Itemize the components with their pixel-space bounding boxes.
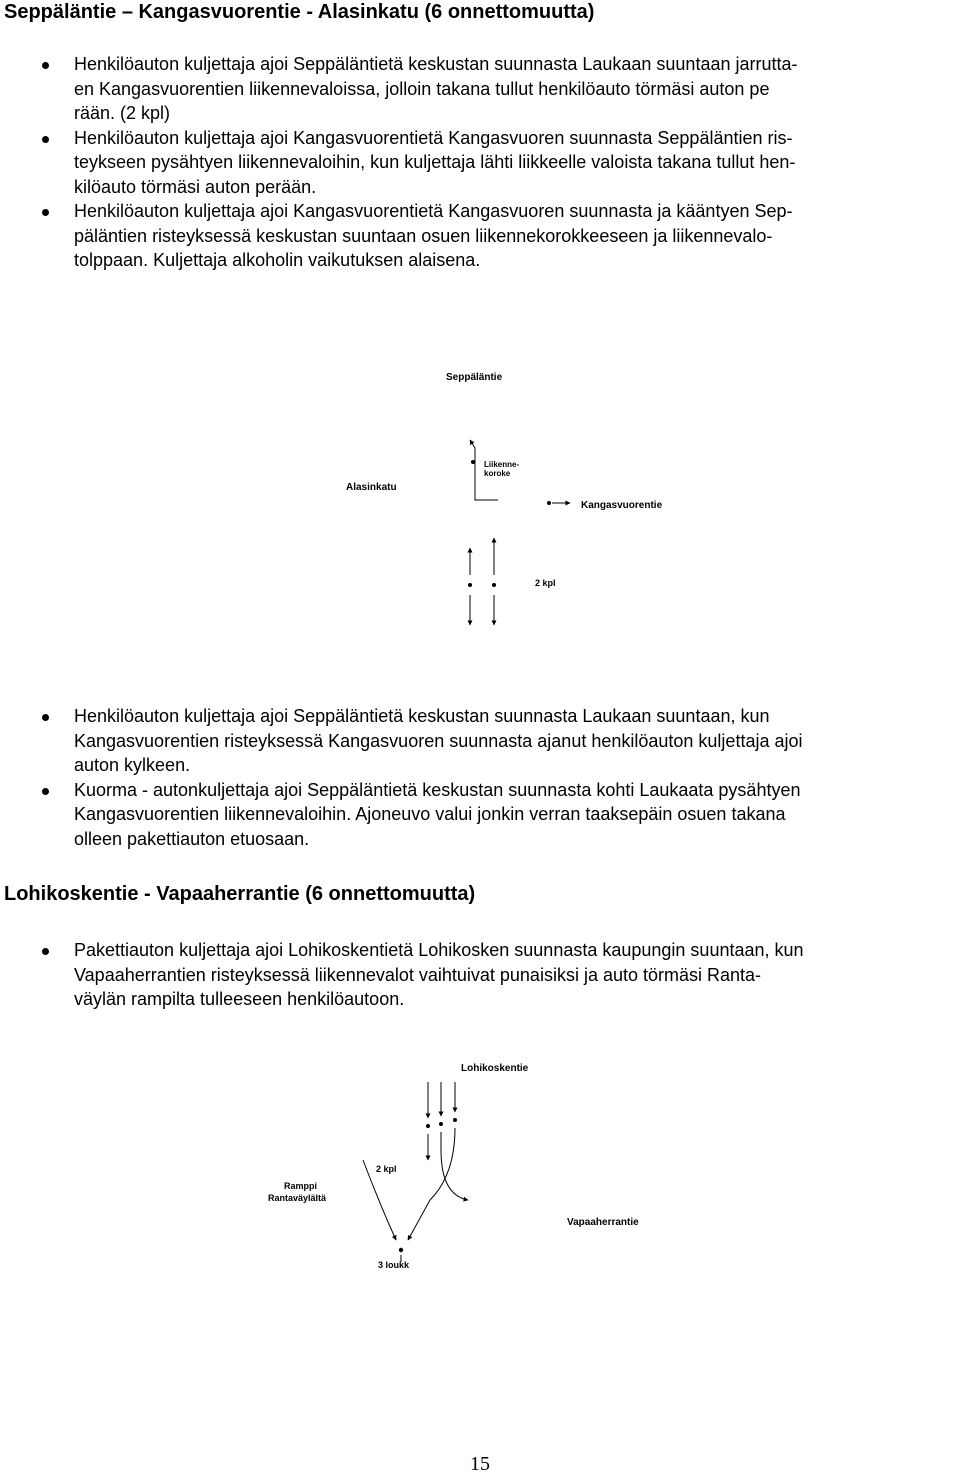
bullet-icon	[42, 136, 49, 143]
bullet-icon	[42, 209, 49, 216]
label-count-2kpl-2: 2 kpl	[376, 1164, 397, 1174]
text-line: Kuorma - autonkuljettaja ajoi Seppäläntietä keskustan suunnasta kohti Laukaata pysähtyen	[74, 779, 801, 800]
vehicle-point-left	[468, 583, 472, 587]
label-kangasvuorentie: Kangasvuorentie	[581, 500, 663, 511]
text-line: en Kangasvuorentien liikennevaloissa, jolloin takana tullut henkilöauto törmäsi auton pe	[74, 78, 770, 99]
text-line: tolppaan. Kuljettaja alkoholin vaikutuksen alaisena.	[74, 250, 481, 270]
vehicle-point-3	[453, 1118, 457, 1122]
text-line: teykseen pysähtyen liikennevaloihin, kun kuljettaja lähti liikkeelle valoista takana tullut hen-	[74, 152, 796, 172]
diagram-seppalantie-intersection	[330, 360, 700, 635]
page-number: 15	[470, 1453, 490, 1475]
section-2-list	[0, 938, 960, 1012]
text-line: päläntien risteyksessä keskustan suuntaan osuen liikennekorokkeeseen ja liikennevalo-	[74, 225, 773, 246]
collision-point	[471, 460, 475, 464]
bullet-icon	[42, 714, 49, 721]
text-line: väylän rampilta tulleeseen henkilöautoon.	[74, 989, 405, 1009]
turning-curve-east	[441, 1150, 468, 1200]
list-item-text	[74, 778, 956, 852]
text-line: Henkilöauton kuljettaja ajoi Seppäläntietä keskustan suunnasta Laukaan suuntaan jarrutta-	[74, 54, 798, 74]
vehicle-point-east	[547, 501, 551, 505]
section-1-list-b	[0, 704, 960, 851]
list-item-text	[74, 704, 956, 778]
list-item-text	[74, 199, 956, 273]
list-item-text	[74, 52, 956, 126]
section-1-heading: Seppäläntie – Kangasvuorentie - Alasinkatu (6 onnettomuutta)	[4, 1, 595, 23]
vehicle-path-south-west	[408, 1128, 455, 1240]
text-line: Kangasvuorentien risteyksessä Kangasvuoren suunnasta ajanut henkilöauton kuljettaja ajoi	[74, 730, 803, 751]
list-item	[0, 126, 960, 200]
label-liikennekoroke-1: Liikenne-	[484, 460, 520, 469]
list-item-text	[74, 938, 956, 1012]
text-line: rään. (2 kpl)	[74, 103, 171, 123]
label-lohikoskentie: Lohikoskentie	[461, 1063, 529, 1074]
vehicle-point-2	[439, 1122, 443, 1126]
bullet-icon	[42, 62, 49, 69]
label-count-2kpl: 2 kpl	[535, 578, 556, 588]
bullet-icon	[42, 948, 49, 955]
diagram-lohikoskentie-intersection	[258, 1050, 678, 1280]
vehicle-point-1	[426, 1124, 430, 1128]
collision-point-loukk	[399, 1248, 403, 1252]
label-alasinkatu: Alasinkatu	[346, 482, 397, 493]
text-line: Henkilöauton kuljettaja ajoi Kangasvuorentietä Kangasvuoren suunnasta ja kääntyen Sep-	[74, 201, 793, 221]
text-line: olleen pakettiauton etuosaan.	[74, 828, 310, 849]
section-2-heading: Lohikoskentie - Vapaaherrantie (6 onnettomuutta)	[4, 883, 476, 905]
text-line: Kangasvuorentien liikennevaloihin. Ajoneuvo valui jonkin verran taaksepäin osuen takana	[74, 804, 786, 824]
vehicle-point-right	[492, 583, 496, 587]
label-ramppi-2: Rantaväylältä	[268, 1193, 327, 1203]
text-line: Pakettiauton kuljettaja ajoi Lohikoskentietä Lohikosken suunnasta kaupungin suuntaan, kun	[74, 940, 804, 960]
label-loukk: 3 loukk	[378, 1260, 410, 1270]
list-item-text	[74, 126, 956, 200]
list-item	[0, 938, 960, 1012]
label-seppalantie: Seppäläntie	[446, 372, 503, 383]
label-liikennekoroke-2: koroke	[484, 469, 511, 478]
label-vapaaherrantie: Vapaaherrantie	[567, 1217, 639, 1228]
bullet-icon	[42, 788, 49, 795]
text-line: Vapaaherrantien risteyksessä liikennevalot vaihtuivat punaisiksi ja auto törmäsi Ranta-	[74, 964, 762, 985]
list-item	[0, 778, 960, 852]
text-line: kilöauto törmäsi auton perään.	[74, 176, 317, 197]
list-item	[0, 704, 960, 778]
text-line: auton kylkeen.	[74, 755, 191, 775]
section-1-list-a	[0, 52, 960, 273]
list-item	[0, 199, 960, 273]
text-line: Henkilöauton kuljettaja ajoi Seppäläntietä keskustan suunnasta Laukaan suuntaan, kun	[74, 706, 770, 726]
text-line: Henkilöauton kuljettaja ajoi Kangasvuorentietä Kangasvuoren suunnasta Seppäläntien ris-	[74, 127, 793, 148]
label-ramppi-1: Ramppi	[284, 1181, 318, 1191]
list-item	[0, 52, 960, 126]
